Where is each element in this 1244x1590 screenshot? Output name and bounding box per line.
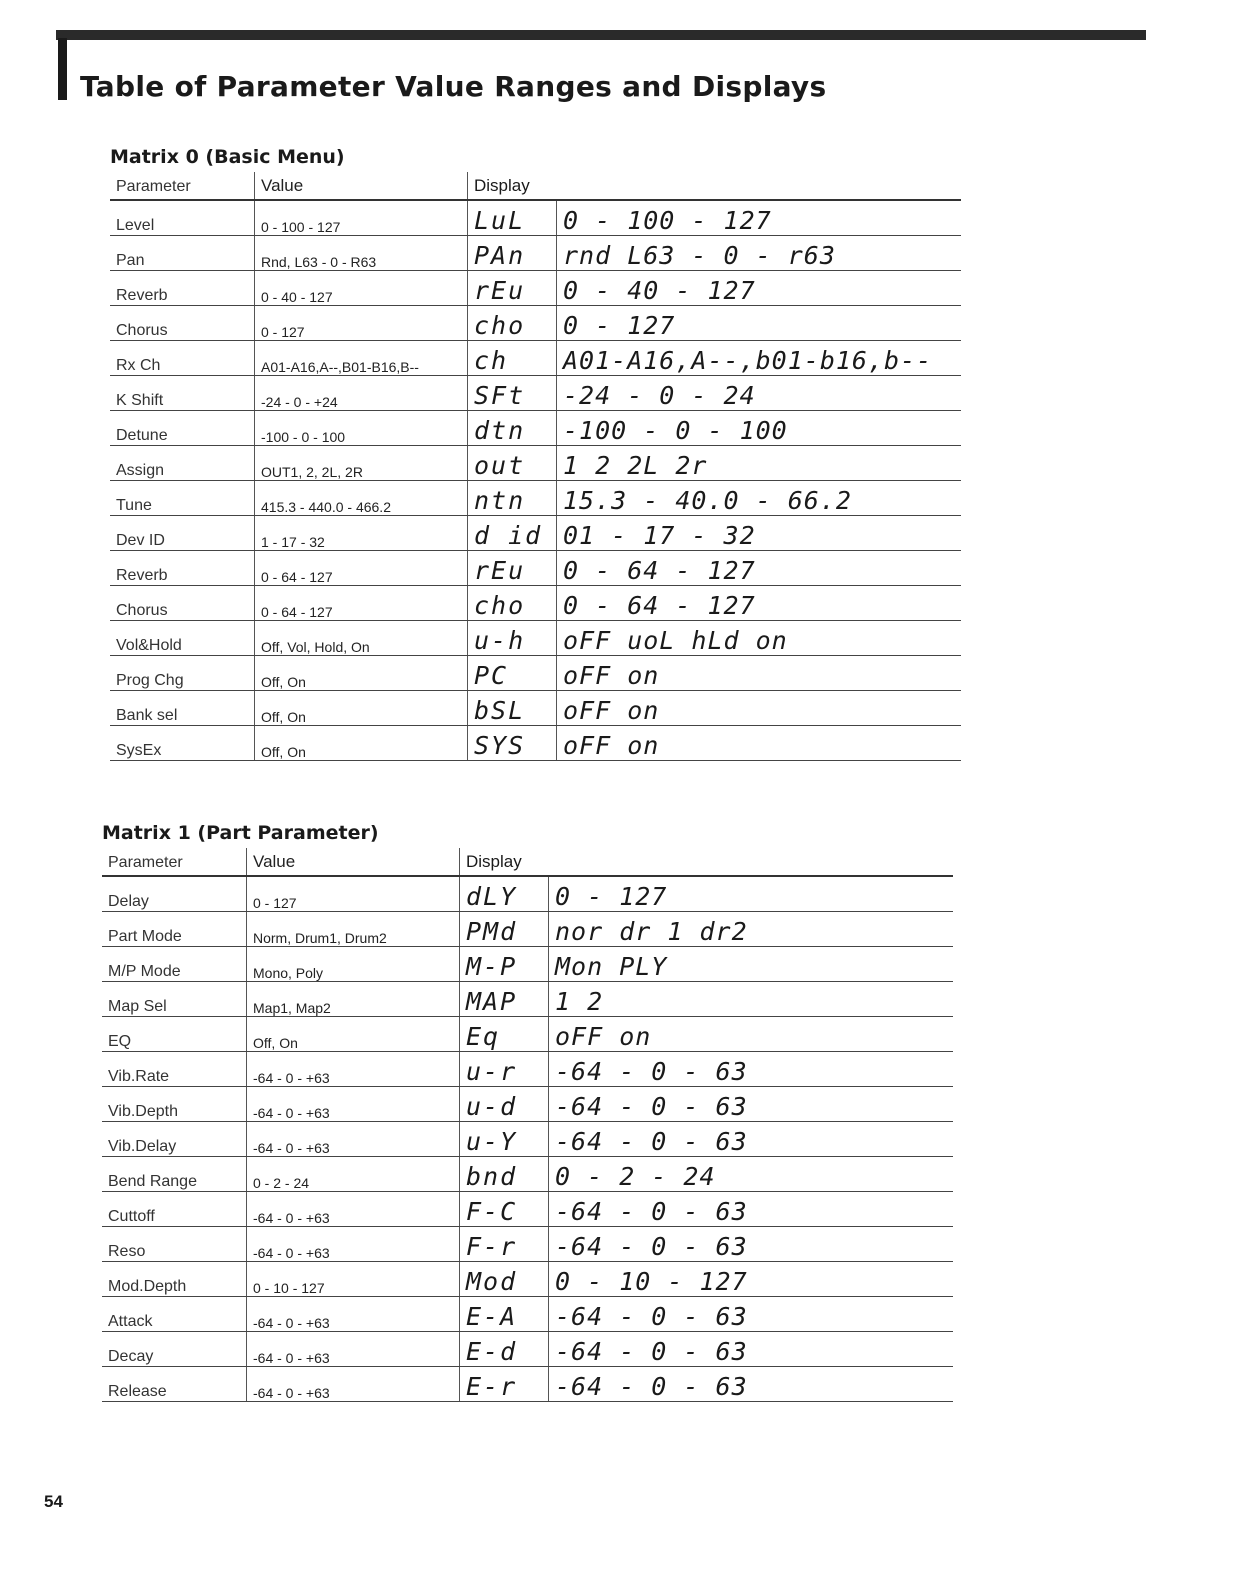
table-row <box>110 481 961 516</box>
matrix0-section <box>110 146 961 761</box>
title-accent-bar <box>58 38 67 100</box>
value-cell: 415.3 - 440.0 - 466.2 <box>255 481 468 516</box>
param-cell: Chorus <box>110 306 255 341</box>
display-code-cell: out <box>468 446 557 481</box>
value-cell: 0 - 100 - 127 <box>255 200 468 236</box>
display-range-cell: -100 - 0 - 100 <box>557 411 962 446</box>
value-cell: -24 - 0 - +24 <box>255 376 468 411</box>
matrix1-title: Matrix 1 (Part Parameter) <box>102 822 379 844</box>
display-code-cell: SFt <box>468 376 557 411</box>
matrix1-body <box>102 876 953 1402</box>
param-cell: Release <box>102 1367 247 1402</box>
header-value: Value <box>247 848 460 876</box>
display-code-cell: d id <box>468 516 557 551</box>
value-cell: -64 - 0 - +63 <box>247 1122 460 1157</box>
display-range-cell: 1 2 <box>549 982 954 1017</box>
value-cell: Off, Vol, Hold, On <box>255 621 468 656</box>
param-cell: Assign <box>110 446 255 481</box>
value-cell: 1 - 17 - 32 <box>255 516 468 551</box>
param-cell: Map Sel <box>102 982 247 1017</box>
param-cell: Decay <box>102 1332 247 1367</box>
param-cell: Delay <box>102 876 247 912</box>
header-parameter: Parameter <box>110 172 255 200</box>
table-row <box>102 1297 953 1332</box>
page-title: Table of Parameter Value Ranges and Displays <box>80 70 827 103</box>
display-range-cell: -64 - 0 - 63 <box>549 1192 954 1227</box>
param-cell: Tune <box>110 481 255 516</box>
table-row <box>102 1367 953 1402</box>
value-cell: -64 - 0 - +63 <box>247 1192 460 1227</box>
display-range-cell: 15.3 - 40.0 - 66.2 <box>557 481 962 516</box>
param-cell: K Shift <box>110 376 255 411</box>
display-range-cell: Mon PLY <box>549 947 954 982</box>
display-code-cell: Eq <box>460 1017 549 1052</box>
value-cell: Norm, Drum1, Drum2 <box>247 912 460 947</box>
header-display: Display <box>460 848 549 876</box>
display-range-cell: oFF on <box>557 691 962 726</box>
value-cell: Off, On <box>247 1017 460 1052</box>
display-code-cell: MAP <box>460 982 549 1017</box>
display-code-cell: E-A <box>460 1297 549 1332</box>
top-rule <box>56 30 1146 40</box>
param-cell: Cuttoff <box>102 1192 247 1227</box>
param-cell: EQ <box>102 1017 247 1052</box>
display-range-cell: A01-A16,A--,b01-b16,b-- <box>557 341 962 376</box>
value-cell: -64 - 0 - +63 <box>247 1052 460 1087</box>
param-cell: Reso <box>102 1227 247 1262</box>
matrix0-table <box>110 172 961 761</box>
value-cell: Off, On <box>255 691 468 726</box>
table-row <box>102 1017 953 1052</box>
display-range-cell: -24 - 0 - 24 <box>557 376 962 411</box>
display-code-cell: bnd <box>460 1157 549 1192</box>
display-range-cell: 0 - 64 - 127 <box>557 551 962 586</box>
table-row <box>102 1262 953 1297</box>
display-code-cell: dLY <box>460 876 549 912</box>
param-cell: Pan <box>110 236 255 271</box>
header-display-range <box>557 172 962 200</box>
param-cell: Level <box>110 200 255 236</box>
display-range-cell: oFF on <box>557 726 962 761</box>
value-cell: Map1, Map2 <box>247 982 460 1017</box>
display-range-cell: 01 - 17 - 32 <box>557 516 962 551</box>
matrix0-title: Matrix 0 (Basic Menu) <box>110 146 345 168</box>
display-code-cell: E-d <box>460 1332 549 1367</box>
display-range-cell: 0 - 127 <box>549 876 954 912</box>
param-cell: M/P Mode <box>102 947 247 982</box>
param-cell: Reverb <box>110 551 255 586</box>
table-row <box>110 376 961 411</box>
display-range-cell: -64 - 0 - 63 <box>549 1122 954 1157</box>
table-row <box>102 1052 953 1087</box>
param-cell: Vib.Depth <box>102 1087 247 1122</box>
value-cell: -64 - 0 - +63 <box>247 1227 460 1262</box>
table-row <box>102 982 953 1017</box>
value-cell: -100 - 0 - 100 <box>255 411 468 446</box>
table-row <box>110 271 961 306</box>
param-cell: Rx Ch <box>110 341 255 376</box>
table-row <box>110 516 961 551</box>
display-range-cell: 1 2 2L 2r <box>557 446 962 481</box>
display-range-cell: 0 - 2 - 24 <box>549 1157 954 1192</box>
display-code-cell: cho <box>468 306 557 341</box>
display-code-cell: PC <box>468 656 557 691</box>
param-cell: SysEx <box>110 726 255 761</box>
value-cell: Off, On <box>255 726 468 761</box>
table-row <box>102 1122 953 1157</box>
table-row <box>102 1157 953 1192</box>
matrix1-section <box>102 822 953 1402</box>
display-code-cell: dtn <box>468 411 557 446</box>
display-code-cell: cho <box>468 586 557 621</box>
display-code-cell: F-r <box>460 1227 549 1262</box>
display-code-cell: PAn <box>468 236 557 271</box>
header-parameter: Parameter <box>102 848 247 876</box>
table-row <box>110 200 961 236</box>
param-cell: Vib.Rate <box>102 1052 247 1087</box>
table-row <box>110 341 961 376</box>
display-range-cell: oFF on <box>549 1017 954 1052</box>
table-row <box>102 876 953 912</box>
display-code-cell: LuL <box>468 200 557 236</box>
display-range-cell: nor dr 1 dr2 <box>549 912 954 947</box>
display-code-cell: ntn <box>468 481 557 516</box>
display-range-cell: -64 - 0 - 63 <box>549 1227 954 1262</box>
value-cell: -64 - 0 - +63 <box>247 1367 460 1402</box>
matrix0-body <box>110 200 961 761</box>
value-cell: Mono, Poly <box>247 947 460 982</box>
display-range-cell: oFF on <box>557 656 962 691</box>
table-row <box>110 656 961 691</box>
param-cell: Prog Chg <box>110 656 255 691</box>
value-cell: 0 - 64 - 127 <box>255 551 468 586</box>
table-row <box>102 1227 953 1262</box>
display-range-cell: 0 - 100 - 127 <box>557 200 962 236</box>
table-row <box>102 947 953 982</box>
display-code-cell: u-Y <box>460 1122 549 1157</box>
value-cell: 0 - 2 - 24 <box>247 1157 460 1192</box>
display-range-cell: -64 - 0 - 63 <box>549 1087 954 1122</box>
display-range-cell: -64 - 0 - 63 <box>549 1297 954 1332</box>
display-code-cell: F-C <box>460 1192 549 1227</box>
display-range-cell: -64 - 0 - 63 <box>549 1052 954 1087</box>
matrix1-header-row <box>102 848 953 876</box>
value-cell: 0 - 127 <box>255 306 468 341</box>
display-range-cell: rnd L63 - 0 - r63 <box>557 236 962 271</box>
table-row <box>110 411 961 446</box>
param-cell: Bank sel <box>110 691 255 726</box>
display-code-cell: M-P <box>460 947 549 982</box>
param-cell: Mod.Depth <box>102 1262 247 1297</box>
display-code-cell: bSL <box>468 691 557 726</box>
display-code-cell: PMd <box>460 912 549 947</box>
table-row <box>110 551 961 586</box>
header-value: Value <box>255 172 468 200</box>
table-row <box>102 1192 953 1227</box>
display-range-cell: 0 - 40 - 127 <box>557 271 962 306</box>
display-code-cell: u-r <box>460 1052 549 1087</box>
display-range-cell: -64 - 0 - 63 <box>549 1367 954 1402</box>
display-range-cell: oFF uoL hLd on <box>557 621 962 656</box>
table-row <box>110 236 961 271</box>
table-row <box>110 306 961 341</box>
param-cell: Part Mode <box>102 912 247 947</box>
table-row <box>110 726 961 761</box>
value-cell: 0 - 64 - 127 <box>255 586 468 621</box>
value-cell: OUT1, 2, 2L, 2R <box>255 446 468 481</box>
value-cell: -64 - 0 - +63 <box>247 1332 460 1367</box>
display-range-cell: 0 - 10 - 127 <box>549 1262 954 1297</box>
table-row <box>102 912 953 947</box>
param-cell: Dev ID <box>110 516 255 551</box>
value-cell: -64 - 0 - +63 <box>247 1297 460 1332</box>
display-code-cell: rEu <box>468 271 557 306</box>
value-cell: A01-A16,A--,B01-B16,B-- <box>255 341 468 376</box>
display-code-cell: ch <box>468 341 557 376</box>
page-number: 54 <box>44 1492 63 1511</box>
display-range-cell: -64 - 0 - 63 <box>549 1332 954 1367</box>
param-cell: Vol&Hold <box>110 621 255 656</box>
table-row <box>110 586 961 621</box>
value-cell: Off, On <box>255 656 468 691</box>
header-display: Display <box>468 172 557 200</box>
param-cell: Chorus <box>110 586 255 621</box>
display-code-cell: Mod <box>460 1262 549 1297</box>
value-cell: 0 - 40 - 127 <box>255 271 468 306</box>
param-cell: Detune <box>110 411 255 446</box>
param-cell: Reverb <box>110 271 255 306</box>
display-code-cell: u-h <box>468 621 557 656</box>
display-code-cell: E-r <box>460 1367 549 1402</box>
display-range-cell: 0 - 64 - 127 <box>557 586 962 621</box>
table-row <box>110 621 961 656</box>
value-cell: 0 - 10 - 127 <box>247 1262 460 1297</box>
header-display-range <box>549 848 954 876</box>
display-range-cell: 0 - 127 <box>557 306 962 341</box>
display-code-cell: u-d <box>460 1087 549 1122</box>
param-cell: Attack <box>102 1297 247 1332</box>
table-row <box>102 1332 953 1367</box>
display-code-cell: rEu <box>468 551 557 586</box>
param-cell: Vib.Delay <box>102 1122 247 1157</box>
table-row <box>102 1087 953 1122</box>
value-cell: Rnd, L63 - 0 - R63 <box>255 236 468 271</box>
matrix0-header-row <box>110 172 961 200</box>
table-row <box>110 691 961 726</box>
value-cell: 0 - 127 <box>247 876 460 912</box>
matrix1-table <box>102 848 953 1402</box>
value-cell: -64 - 0 - +63 <box>247 1087 460 1122</box>
table-row <box>110 446 961 481</box>
param-cell: Bend Range <box>102 1157 247 1192</box>
display-code-cell: SYS <box>468 726 557 761</box>
